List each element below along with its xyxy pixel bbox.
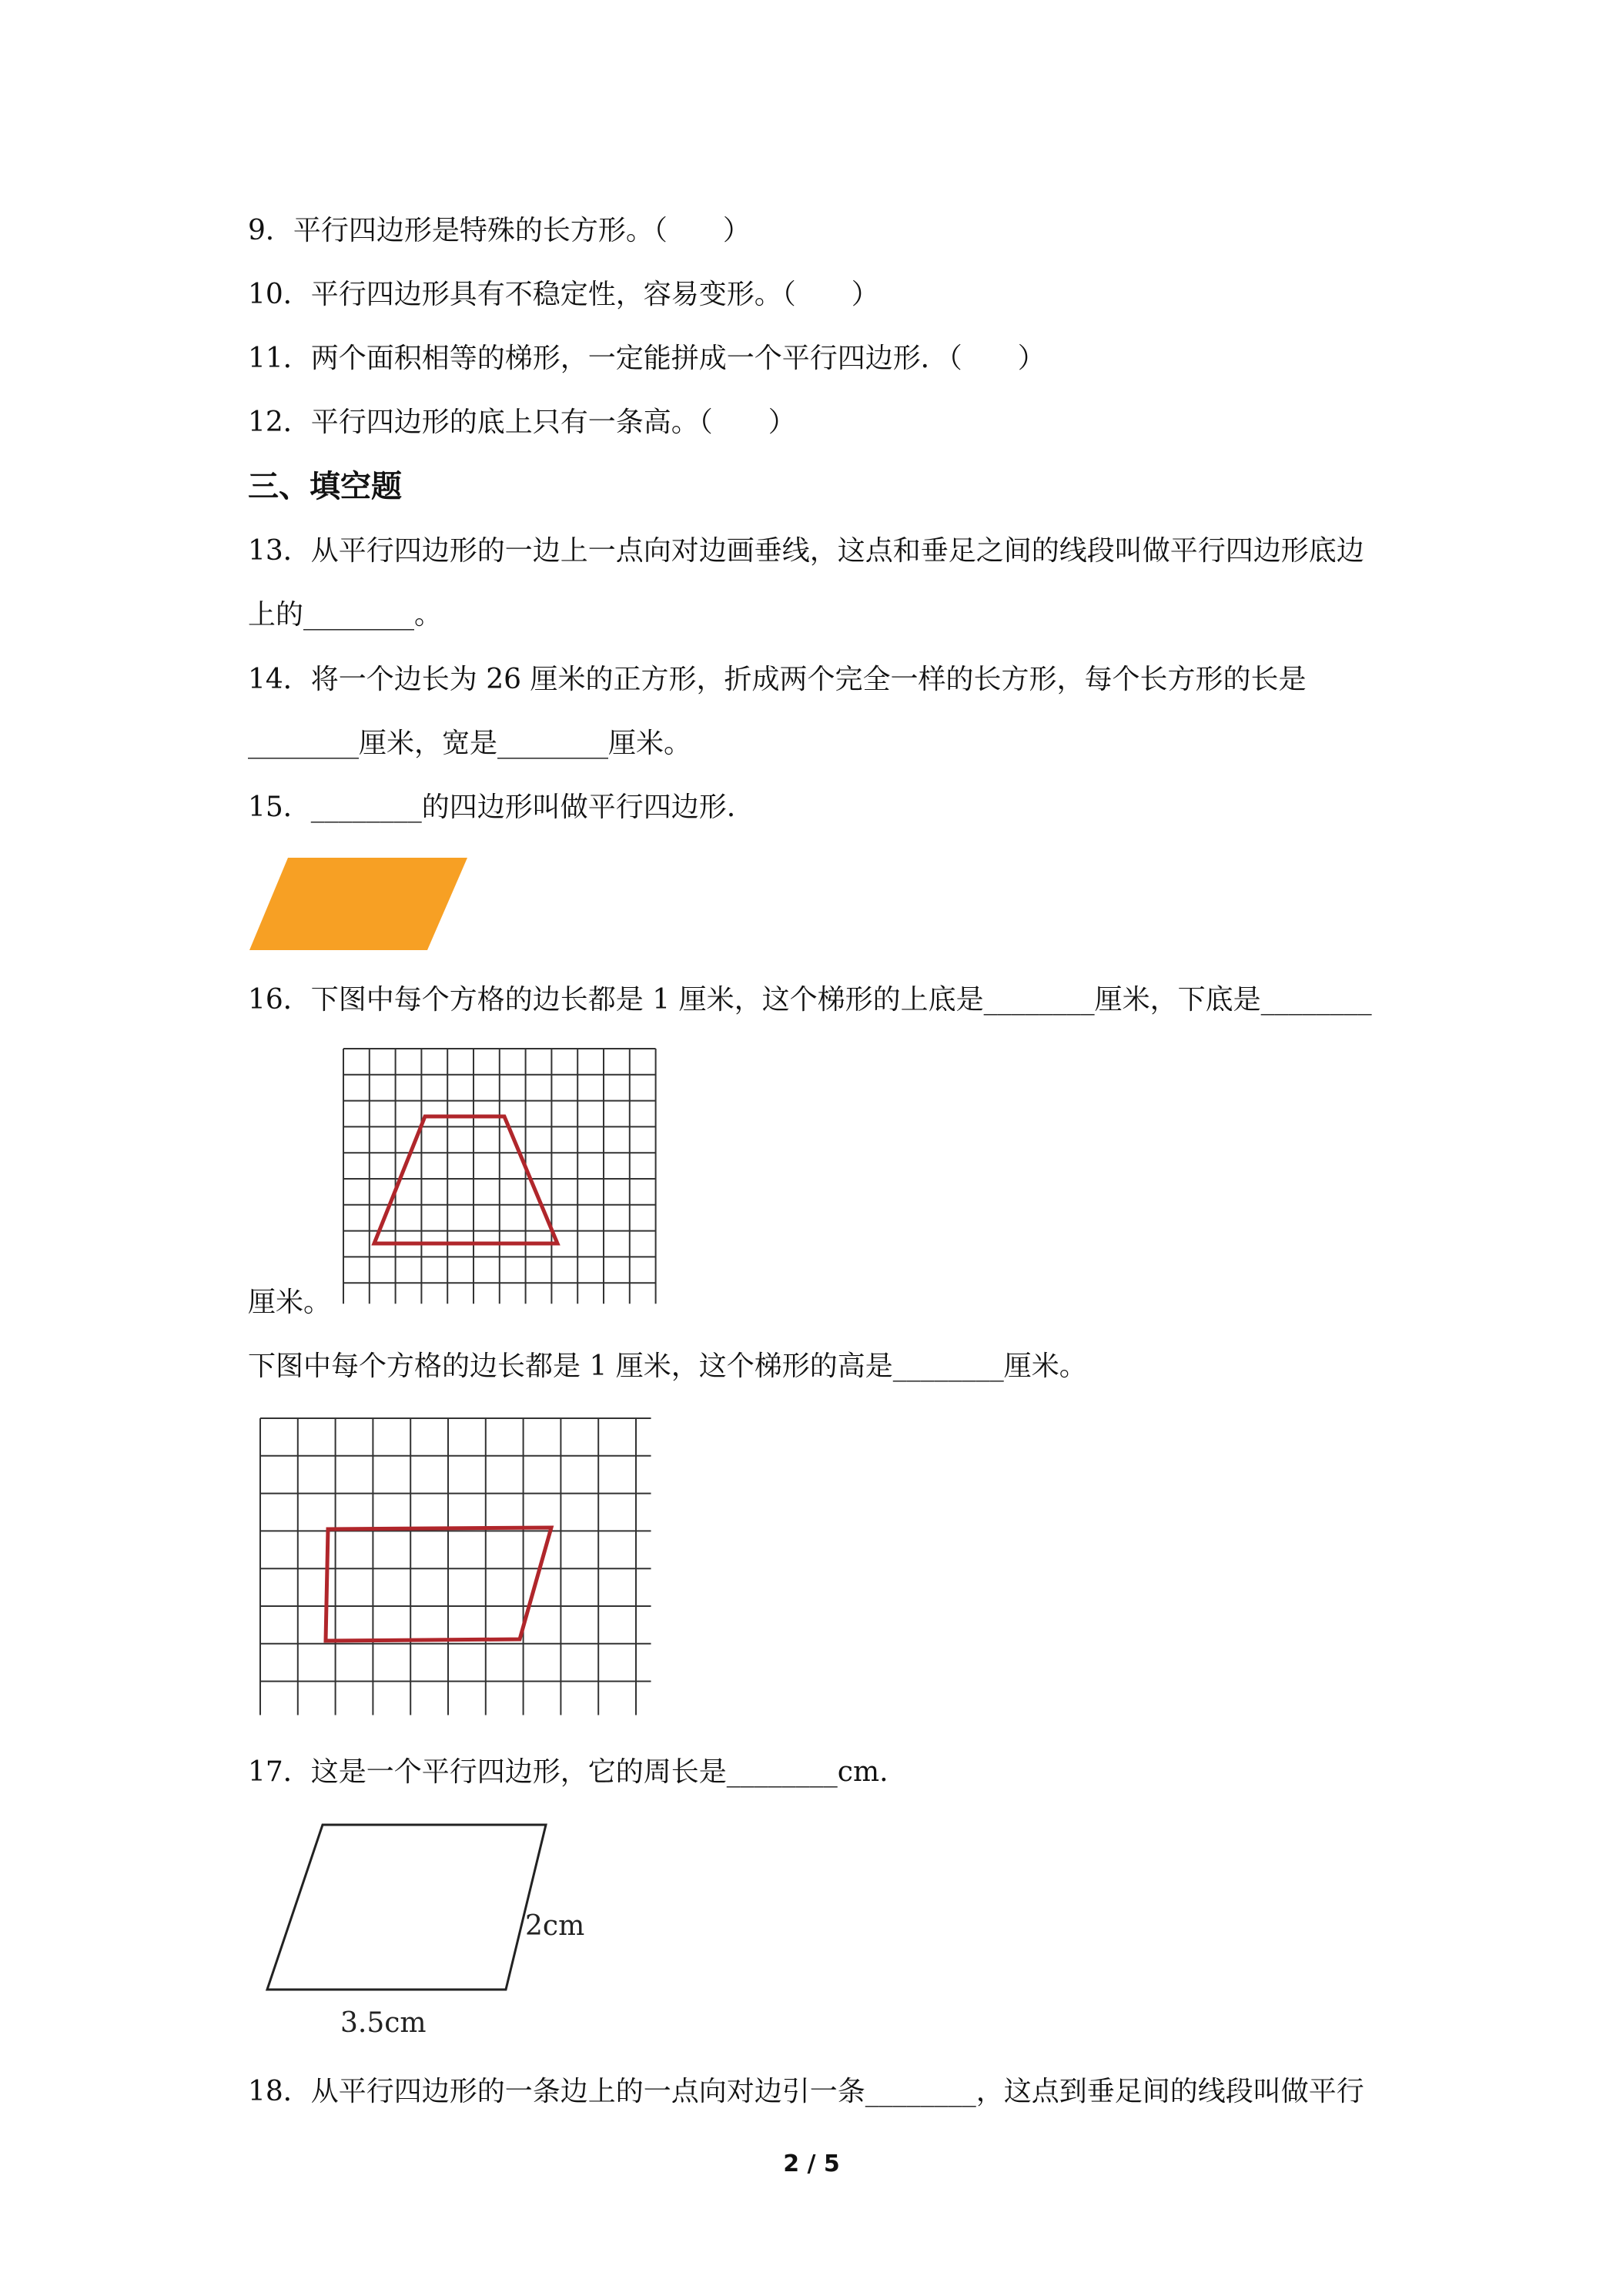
question-16-line-3: 下图中每个方格的边长都是 1 厘米，这个梯形的高是________厘米。 (248, 1350, 1087, 1382)
parallelogram-perimeter-figure (249, 1811, 604, 2050)
orange-parallelogram (249, 858, 467, 950)
page-number: 2 / 5 (783, 2150, 840, 2177)
trapezoid-shape (374, 1116, 557, 1243)
section-heading-fill-in: 三、填空题 (248, 469, 402, 504)
orange-parallelogram-figure (248, 856, 471, 952)
question-13-line-2: 上的________。 (248, 599, 443, 631)
parallelogram-outline (267, 1825, 546, 1990)
right-trapezoid-shape (326, 1528, 551, 1641)
question-10: 10．平行四边形具有不稳定性，容易变形。（ ） (248, 279, 879, 310)
trapezoid-grid-figure (342, 1047, 670, 1307)
question-9: 9．平行四边形是特殊的长方形。（ ） (248, 215, 751, 246)
question-16-unit-tail: 厘米。 (248, 1287, 332, 1318)
question-17: 17．这是一个平行四边形，它的周长是________cm. (248, 1756, 888, 1788)
question-13-line-1: 13．从平行四边形的一边上一点向对边画垂线，这点和垂足之间的线段叫做平行四边形底边 (248, 535, 1364, 567)
question-12: 12．平行四边形的底上只有一条高。（ ） (248, 407, 796, 438)
question-14-line-1: 14．将一个边长为 26 厘米的正方形，折成两个完全一样的长方形，每个长方形的长是 (248, 664, 1307, 695)
base-length-label: 3.5cm (340, 2007, 427, 2039)
question-11: 11．两个面积相等的梯形，一定能拼成一个平行四边形．（ ） (248, 343, 1046, 374)
question-16-line-1: 16．下图中每个方格的边长都是 1 厘米，这个梯形的上底是________厘米，下底是________ (248, 984, 1372, 1016)
question-18-line-1: 18．从平行四边形的一条边上的一点向对边引一条________，这点到垂足间的线段叫做平行 (248, 2076, 1364, 2107)
question-14-line-2: ________厘米，宽是________厘米。 (248, 728, 692, 759)
trapezoid-height-grid-figure (259, 1417, 654, 1722)
question-15: 15．________的四边形叫做平行四边形. (248, 792, 736, 823)
side-length-label: 2cm (525, 1910, 585, 1942)
